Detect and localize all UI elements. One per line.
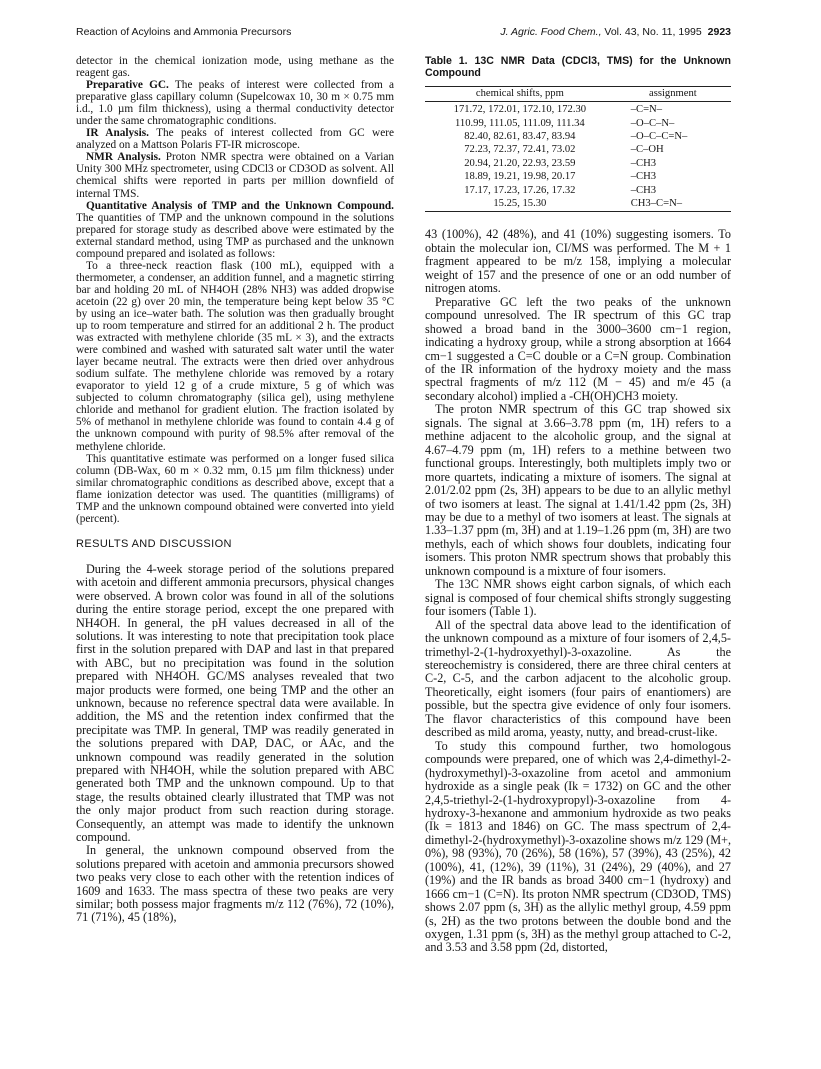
cell-chemical-shifts: 17.17, 17.23, 17.26, 17.32 — [464, 184, 576, 196]
right-column — [425, 55, 731, 955]
paragraph-text: The quantities of TMP and the unknown compound in the solutions prepared for storage study as described above were estimated by the external standard method, using TMP as purchased and the unknown compound prepared and isolated as follows: — [76, 211, 394, 260]
cell-chemical-shifts: 20.94, 21.20, 22.93, 23.59 — [464, 157, 576, 169]
paragraph: During the 4-week storage period of the solutions prepared with acetoin and different ammonia precursors, physical changes were observed. A brown color was found in all of the solutions during the entire storage period, except the one prepared with NH4OH. In general, the pH values decreased in all of the solutions. It was interesting to note that precipitation took place first in the solution prepared with DAP and last in that prepared with ABC, but no precipitation was found in the solution prepared with NH4OH. GC/MS analyses revealed that two major products were formed, one being TMP and the other an unknown, because no reference spectral data were available. In addition, the MS and the retention index confirmed that the precipitate was TMP. In general, TMP was readily generated in the solutions prepared with DAP, DAC, or AAc, and the unknown compound was readily generated in the solution prepared with NH4OH, while the solution prepared with ABC generated both TMP and the unknown compound. Up to that stage, the results obtained clearly illustrated that TMP was not the only major product from such reaction during storage. Consequently, an attempt was made to identify the unknown compound. — [76, 561, 394, 844]
nmr-table — [425, 86, 731, 213]
cell-assignment: –C=N– — [630, 104, 663, 116]
cell-assignment: –O–C–N– — [630, 117, 675, 129]
paragraph-prep-gc — [76, 79, 394, 127]
paragraph: Preparative GC left the two peaks of the unknown compound unresolved. The IR spectrum of this GC trap showed a broad band in the 3000–3600 cm−1 region, indicating a hydroxy group, while a strong absorption at 1664 cm−1 suggested a C=C double or a C=N group. Combination of the IR information of the hydroxy moiety and the mass spectral fragments of m/z 112 (M − 45) and m/e 45 (a secondary alcohol) implied a -CH(OH)CH3 moiety. — [425, 294, 731, 403]
results-body — [76, 563, 394, 925]
cell-chemical-shifts: 72.23, 72.37, 72.41, 73.02 — [464, 144, 576, 156]
cell-chemical-shifts: 171.72, 172.01, 172.10, 172.30 — [453, 104, 587, 116]
paragraph-text: The peaks of interest were collected from a preparative glass capillary column (Supelcowax 10, 30 m × 0.75 mm i.d., 1.0 µm film thickness), using a thermal conductivity detector under the same chromatographic conditions. — [76, 79, 394, 128]
running-title: Reaction of Acyloins and Ammonia Precursors — [76, 26, 292, 38]
paragraph: The proton NMR spectrum of this GC trap showed six signals. The signal at 3.66–3.78 ppm (m, 1H) refers to a methine adjacent to the alcoholic group, and the signal at 4.67–4.79 ppm (m, 1H) refers to a methine between two functional groups. Interestingly, both multiplets imply two or more quartets, indicating a mixture of isomers. The signal at 2.01/2.02 ppm (2s, 3H) appears to be due to an allylic methyl of two isomers at least. The signal at 1.41/1.42 ppm (2s, 3H) may be due to a methyl of two isomers at least. The signals at 1.33–1.37 ppm (m, 3H) and at 1.19–1.26 ppm (m, 3H) are two methyls, each of which shows four doublets, indicating four isomers. This proton NMR spectrum shows that probably this unknown compound is a mixture of four isomers. — [425, 402, 731, 578]
paragraph: detector in the chemical ionization mode, using methane as the reagent gas. — [76, 55, 394, 80]
cell-assignment: –CH3 — [630, 184, 657, 196]
run-in-heading: Preparative GC. — [86, 79, 169, 92]
table-row — [425, 117, 731, 130]
cell-assignment: –CH3 — [630, 171, 657, 183]
cell-chemical-shifts: 15.25, 15.30 — [425, 197, 615, 212]
left-column — [76, 55, 394, 925]
cell-assignment: –C–OH — [630, 144, 664, 156]
cell-assignment: CH3–C=N– — [615, 197, 731, 212]
cell-chemical-shifts: 18.89, 19.21, 19.98, 20.17 — [464, 171, 576, 183]
paragraph: The 13C NMR shows eight carbon signals, of which each signal is composed of four chemical shifts strongly suggesting four isomers (Table 1). — [425, 577, 731, 619]
discussion-body — [425, 228, 731, 954]
table-row — [425, 184, 731, 197]
journal-citation — [500, 26, 731, 38]
paragraph: To a three-neck reaction flask (100 mL), equipped with a thermometer, a condenser, an addition funnel, and a magnetic stirring bar and holding 20 mL of NH4OH (28% NH3) was added dropwise acetoin (22 g) over 20 min, the temperature being kept below 35 °C by using an ice–water bath. The solution was then gradually brought up to room temperature and stirred for an additional 2 h. The product was extracted with methylene chloride (35 mL × 3), and the extracts were combined and washed with saturated salt water until the water layer became neutral. The extracts were then dried over anhydrous sodium sulfate. The methylene chloride was removed by a rotary evaporator to yield 12 g of a crude mixture, 5 g of which was subjected to column chromatography (silica gel), using methylene chloride and methanol for gradient elution. The fraction isolated by 5% of methanol in methylene chloride was found to contain 4.4 g of the unknown compound with purity of 98.5% after removal of the methylene chloride. — [76, 259, 394, 453]
paragraph-text: Proton NMR spectra were obtained on a Varian Unity 300 MHz spectrometer, using CDCl3 or CD3OD as solvent. All chemical shifts were reported in parts per million downfield of internal TMS. — [76, 151, 395, 200]
paragraph: All of the spectral data above lead to the identification of the unknown compound as a mixture of four isomers of 2,4,5-trimethyl-2-(1-hydroxyethyl)-3-oxazoline. As the stereochemistry is considered, there are three chiral centers at C-2, C-5, and the carbon adjacent to the alcoholic group. Theoretically, eight isomers (four pairs of enantiomers) are possible, but the spectra give evidence of only four isomers. The flavor characteristics of this compound have been described as mild aroma, yeasty, nutty, and bread-crust-like. — [425, 617, 731, 740]
table-row — [425, 102, 731, 117]
table-row — [425, 170, 731, 183]
paragraph: In general, the unknown compound observed from the solutions prepared with acetoin and ammonia precursors showed two peaks very close to each other with the retention indices of 1609 and 1633. The mass spectra of these two peaks are very similar; both possess major fragments m/z 112 (76%), 72 (10%), 71 (71%), 45 (18%), — [76, 843, 394, 925]
cell-assignment: –CH3 — [630, 157, 657, 169]
table-title: Table 1. 13C NMR Data (CDCl3, TMS) for the Unknown Compound — [425, 55, 731, 80]
cell-chemical-shifts: 82.40, 82.61, 83.47, 83.94 — [464, 131, 576, 143]
table-header-row — [425, 86, 731, 101]
run-in-heading: IR Analysis. — [86, 127, 149, 140]
run-in-heading: Quantitative Analysis of TMP and the Unknown Compound. — [86, 199, 394, 212]
column-header: chemical shifts, ppm — [425, 86, 615, 101]
column-header: assignment — [615, 86, 731, 101]
page-number: 2923 — [707, 26, 731, 38]
paragraph: 43 (100%), 42 (48%), and 41 (10%) suggesting isomers. To obtain the molecular ion, CI/MS was performed. The M + 1 fragment appeared to be m/z 158, implying a molecular weight of 157 and the presence of one or an odd number of nitrogen atoms. — [425, 227, 731, 296]
table-row — [425, 157, 731, 170]
cell-chemical-shifts: 110.99, 111.05, 111.09, 111.34 — [455, 117, 585, 129]
paragraph-quant — [76, 200, 394, 260]
paragraph: This quantitative estimate was performed on a longer fused silica column (DB-Wax, 60 m × 0.32 mm, 0.15 µm film thickness) under similar chromatographic conditions as described above, except that a flame ionization detector was used. The quantities (milligrams) of TMP and the unknown compound obtained were converted into yield (percent). — [76, 452, 394, 525]
table-row — [425, 197, 731, 212]
run-in-heading: NMR Analysis. — [86, 151, 161, 164]
table-row — [425, 143, 731, 156]
table-row — [425, 130, 731, 143]
cell-assignment: –O–C–C=N– — [630, 131, 688, 143]
paragraph-nmr — [76, 151, 394, 199]
paragraph-ir — [76, 127, 394, 151]
paragraph-text: The peaks of interest collected from GC were analyzed on a Mattson Polaris FT-IR microscope. — [76, 127, 394, 152]
section-heading: RESULTS AND DISCUSSION — [76, 537, 232, 550]
journal-name: J. Agric. Food Chem., — [500, 26, 602, 38]
journal-volume: Vol. 43, No. 11, 1995 — [604, 26, 702, 38]
running-header — [76, 26, 731, 42]
paragraph: To study this compound further, two homologous compounds were prepared, one of which was 2,4-dimethyl-2-(hydroxymethyl)-3-oxazoline from acetol and ammonium hydroxide as a single peak (Ik = 1732) on GC and the other 2,4,5-triethyl-2-(1-hydroxypropyl)-3-oxazoline from 4-hydroxy-3-hexanone and ammonium hydroxide as two peaks (Ik = 1813 and 1846) on GC. The mass spectrum of 2,4-dimethyl-2-(hydroxymethyl)-3-oxazoline shows m/z 129 (M+, 0%), 98 (93%), 70 (26%), 58 (16%), 57 (39%), 43 (25%), 42 (100%), 41, (12%), 39 (11%), 31 (24%), 29 (40%), and 27 (19%) and the IR bands as broad 3400 cm−1 (hydroxy) and 1666 cm−1 (C=N). Its proton NMR spectrum (CD3OD, TMS) shows 2.07 ppm (s, 3H) as the allylic methyl group, 4.59 ppm (s, 2H) as the two protons between the double bond and the oxygen, 1.31 ppm (s, 3H) as the methyl group attached to C-2, and 3.53 and 3.58 ppm (2d, distorted, — [425, 738, 731, 955]
